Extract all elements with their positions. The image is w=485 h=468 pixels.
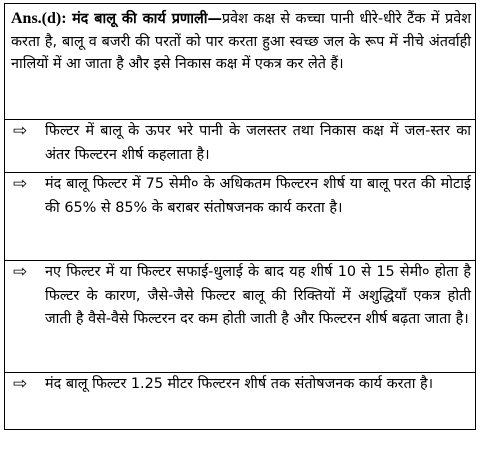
bullet-text: नए फिल्टर में या फिल्टर सफाई-धुलाई के बाद यह शीर्ष 10 से 15 सेमी० होता है फिल्टर के कारण, जैसे-जैसे फिल्टर बालू की रिक्तियों में अशुद्धियाँ एकत्र होती जाती है वैसे-वैसे फिल्टरन दर कम होती जाती है और फिल्टरन शीर्ष बढ़ता जाता है। — [45, 264, 471, 327]
bullet-text: मंद बालू फिल्टर 1.25 मीटर फिल्टरन शीर्ष तक संतोषजनक कार्य करता है। — [45, 376, 434, 392]
arrow-right-icon: ⇨ — [13, 374, 28, 394]
bullet-text: मंद बालू फिल्टर में 75 सेमी० के अधिकतम फिल्टरन शीर्ष या बालू परत की मोटाई की 65% से 85% के बराबर संतोषजनक कार्य करता है। — [45, 176, 471, 216]
bullet-text: फिल्टर में बालू के ऊपर भरे पानी के जलस्तर तथा निकास कक्ष में जल-स्तर का अंतर फिल्टरन शीर्ष कहलाता है। — [45, 123, 471, 163]
bullet-item — [11, 373, 471, 397]
answer-title: मंद बालू की कार्य प्रणाली— — [72, 11, 222, 27]
answer-intro — [11, 8, 471, 76]
bullet-item — [11, 173, 471, 220]
bullet-item — [11, 120, 471, 167]
answer-intro-text: प्रवेश कक्ष से कच्चा पानी धीरे-धीरे टैंक में प्रवेश करता है, बालू व बजरी की परतों को पार करता हुआ स्वच्छ जल के रूप में नीचे अंतर्वाही नालियों में आ जाता है और इसे निकास कक्ष में एकत्र कर लेते हैं। — [11, 11, 471, 72]
answer-label: Ans.(d): — [11, 10, 67, 27]
arrow-right-icon: ⇨ — [13, 121, 28, 141]
arrow-right-icon: ⇨ — [13, 174, 28, 194]
bullet-item — [11, 261, 471, 332]
answer-box — [4, 3, 476, 430]
arrow-right-icon: ⇨ — [13, 262, 28, 282]
